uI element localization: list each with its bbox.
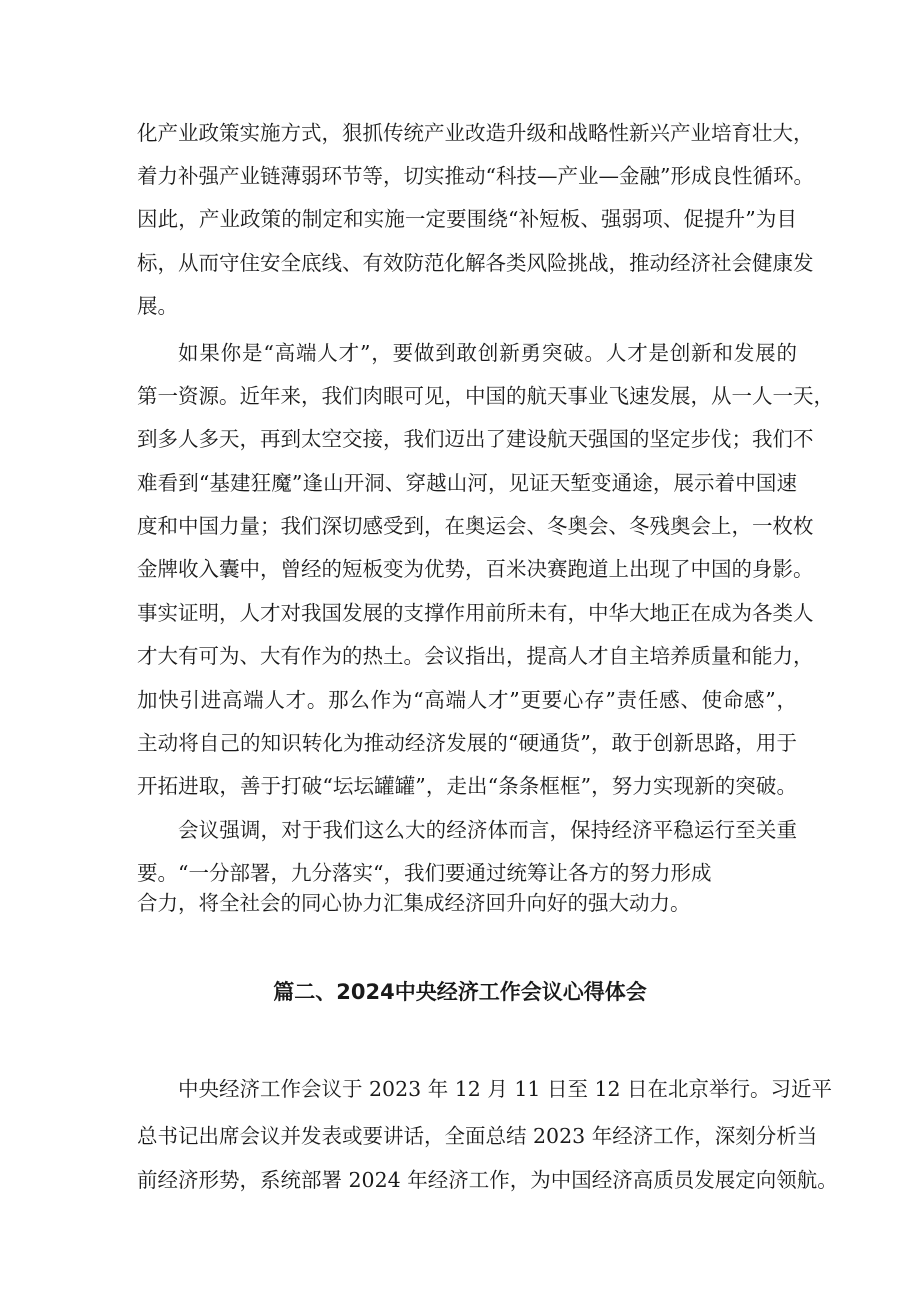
text-line: 开拓进取，善于打破“坛坛罐罐”，走出“条条框框”，努力实现新的突破。 [137, 774, 797, 798]
text-line: 总书记出席会议并发表或要讲话，全面总结 2023 年经济工作，深刻分析当 [137, 1124, 818, 1148]
section-heading: 篇二、2024中央经济工作会议心得体会 [273, 980, 647, 1004]
text-line: 展。 [137, 294, 178, 318]
text-line: 难看到“基建狂魔”逢山开洞、穿越山河，见证天堑变通途，展示着中国速 [137, 471, 797, 495]
text-line: 化产业政策实施方式，狠抓传统产业改造升级和战略性新兴产业培育壮大， [137, 121, 814, 145]
text-line: 主动将自己的知识转化为推动经济发展的“硬通货”，敢于创新思路，用于 [137, 731, 797, 755]
text-line: 标，从而守住安全底线、有效防范化解各类风险挑战，推动经济社会健康发 [137, 251, 814, 275]
text-line: 因此，产业政策的制定和实施一定要围绕“补短板、强弱项、促提升”为目 [137, 207, 797, 231]
text-line: 如果你是“高端人才”，要做到敢创新勇突破。人才是创新和发展的 [178, 341, 797, 365]
text-line: 到多人多天，再到太空交接，我们迈出了建设航天强国的坚定步伐；我们不 [137, 427, 814, 451]
text-line: 合力，将全社会的同心协力汇集成经济回升向好的强大动力。 [137, 891, 691, 915]
text-line: 前经济形势，系统部署 2024 年经济工作，为中国经济高质员发展定向领航。 [137, 1168, 838, 1192]
text-line: 中央经济工作会议于 2023 年 12 月 11 日至 12 日在北京举行。习近平 [178, 1077, 833, 1101]
text-line: 会议强调，对于我们这么大的经济体而言，保持经济平稳运行至关重 [178, 818, 797, 842]
text-line: 才大有可为、大有作为的热土。会议指出，提高人才自主培养质量和能力， [137, 644, 814, 668]
text-line: 第一资源。近年来，我们肉眼可见，中国的航天事业飞速发展，从一人一天， [137, 384, 834, 408]
text-line: 加快引进高端人才。那么作为“高端人才”更要心存”责任感、使命感”， [137, 688, 797, 712]
text-line: 事实证明，人才对我国发展的支撑作用前所未有，中华大地正在成为各类人 [137, 601, 814, 625]
text-line: 着力补强产业链薄弱环节等，切实推动“科技—产业—金融”形成良性循环。 [137, 164, 814, 188]
text-line: 要。“一分部署，九分落实“，我们要通过统筹让各方的努力形成 [137, 861, 712, 885]
text-line: 金牌收入囊中，曾经的短板变为优势，百米决赛跑道上出现了中国的身影。 [137, 557, 814, 581]
text-line: 度和中国力量；我们深切感受到，在奥运会、冬奥会、冬残奥会上，一枚枚 [137, 514, 814, 538]
